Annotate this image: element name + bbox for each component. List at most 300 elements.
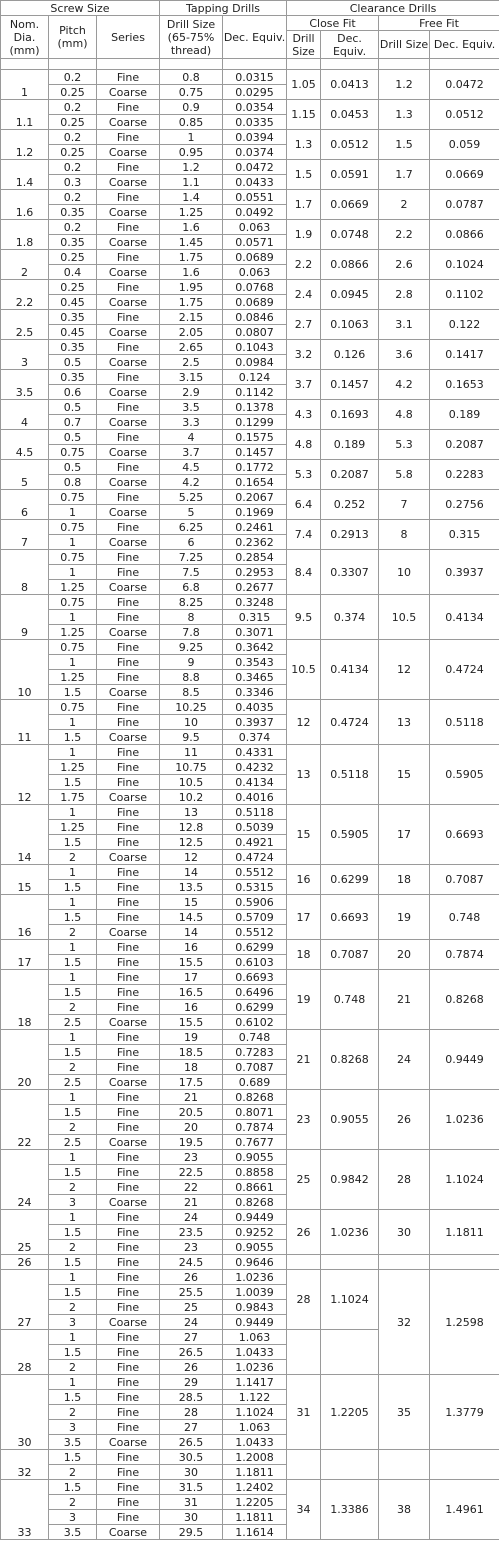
series-cell: Coarse [97,175,160,190]
series-cell: Fine [97,700,160,715]
tap-dec-equiv-cell: 0.374 [223,730,287,745]
series-cell: Fine [97,520,160,535]
tap-drill-size-cell: 15.5 [160,955,223,970]
tap-dec-equiv-cell: 0.1043 [223,340,287,355]
tap-dec-equiv-cell: 0.9449 [223,1315,287,1330]
tap-dec-equiv-cell: 0.6299 [223,940,287,955]
close-dec-equiv-cell: 0.374 [321,595,379,640]
series-cell: Coarse [97,355,160,370]
free-drill-size-cell: 1.7 [379,160,430,190]
nom-dia-cell: 10 [1,640,49,700]
tap-drill-size-cell: 29.5 [160,1525,223,1540]
tap-drill-size-cell: 1.1 [160,175,223,190]
tap-drill-size-cell: 8.8 [160,670,223,685]
pitch-cell: 0.75 [49,640,97,655]
tap-dec-equiv-cell: 0.6102 [223,1015,287,1030]
pitch-cell: 0.35 [49,370,97,385]
series-cell: Fine [97,955,160,970]
table-row [1,1150,499,1165]
series-cell: Coarse [97,1075,160,1090]
pitch-cell: 2 [49,1405,97,1420]
nom-dia-cell: 1.2 [1,130,49,160]
tap-drill-size-cell: 0.75 [160,85,223,100]
table-row [1,220,499,235]
free-drill-size-cell: 5.3 [379,430,430,460]
series-cell: Fine [97,70,160,85]
close-drill-size-cell [287,1450,321,1480]
pitch-cell: 2.5 [49,1135,97,1150]
pitch-cell: 0.2 [49,130,97,145]
nom-dia-cell: 9 [1,595,49,640]
tap-drill-size-cell: 26 [160,1360,223,1375]
table-row [1,1090,499,1105]
series-cell: Fine [97,985,160,1000]
pitch-cell: 1 [49,970,97,985]
series-cell: Coarse [97,790,160,805]
close-dec-equiv-cell: 0.6693 [321,895,379,940]
pitch-cell: 2 [49,1000,97,1015]
tap-drill-size-cell: 10.25 [160,700,223,715]
pitch-cell: 0.5 [49,400,97,415]
series-cell: Coarse [97,1135,160,1150]
tap-dec-equiv-cell: 0.1378 [223,400,287,415]
nom-dia-cell: 4.5 [1,430,49,460]
free-drill-size-cell: 7 [379,490,430,520]
close-drill-size-cell: 1.5 [287,160,321,190]
free-dec-equiv-cell: 1.1811 [430,1210,499,1255]
pitch-cell: 0.5 [49,460,97,475]
tap-drill-size-cell: 26 [160,1270,223,1285]
close-dec-equiv-cell: 0.3307 [321,550,379,595]
series-cell: Coarse [97,625,160,640]
table-row [1,340,499,355]
tap-dec-equiv-cell: 0.2953 [223,565,287,580]
tap-dec-equiv-cell: 0.2362 [223,535,287,550]
table-row [1,280,499,295]
free-dec-equiv-cell: 1.2598 [430,1270,499,1375]
tap-dec-equiv-cell: 0.3465 [223,670,287,685]
nom-dia-cell: 30 [1,1375,49,1450]
free-dec-equiv-cell: 0.315 [430,520,499,550]
tap-dec-equiv-cell: 0.0315 [223,70,287,85]
free-dec-equiv-cell [430,1450,499,1480]
pitch-cell: 1.5 [49,1105,97,1120]
pitch-cell: 1.5 [49,1390,97,1405]
free-drill-size-cell: 26 [379,1090,430,1150]
series-cell: Fine [97,1495,160,1510]
series-cell: Coarse [97,205,160,220]
tap-drill-size-cell: 11 [160,745,223,760]
close-dec-equiv-cell: 1.3386 [321,1480,379,1540]
free-dec-equiv-cell: 0.0669 [430,160,499,190]
close-drill-size-cell: 28 [287,1270,321,1330]
tap-drill-size-cell: 6.8 [160,580,223,595]
pitch-cell: 1.5 [49,910,97,925]
tap-drill-size-cell: 24 [160,1210,223,1225]
pitch-cell: 0.75 [49,700,97,715]
tap-dec-equiv-cell: 0.0807 [223,325,287,340]
tap-drill-size-cell: 28.5 [160,1390,223,1405]
series-header: Series [97,16,160,59]
table-row [1,940,499,955]
tap-drill-size-cell: 0.95 [160,145,223,160]
close-dec-equiv-cell: 0.2913 [321,520,379,550]
series-cell: Coarse [97,445,160,460]
tap-dec-equiv-cell: 0.0768 [223,280,287,295]
tap-dec-equiv-cell: 0.9252 [223,1225,287,1240]
nom-dia-header: Nom. Dia. (mm) [1,16,49,59]
close-dec-equiv-cell: 0.4134 [321,640,379,700]
series-cell: Fine [97,1000,160,1015]
pitch-cell: 1 [49,895,97,910]
close-drill-size-cell: 25 [287,1150,321,1210]
close-dec-equiv-cell: 0.0512 [321,130,379,160]
free-dec-equiv-cell: 0.9449 [430,1030,499,1090]
tap-dec-equiv-header: Dec. Equiv. [223,16,287,59]
table-row [1,595,499,610]
free-drill-size-cell [379,1255,430,1270]
series-cell: Fine [97,1165,160,1180]
close-drill-size-cell: 17 [287,895,321,940]
tap-drill-size-cell: 21 [160,1195,223,1210]
series-cell: Fine [97,1510,160,1525]
pitch-cell: 0.25 [49,145,97,160]
nom-dia-cell: 22 [1,1090,49,1150]
table-row [1,745,499,760]
pitch-cell: 0.35 [49,235,97,250]
tap-dec-equiv-cell: 0.9055 [223,1150,287,1165]
pitch-cell: 1 [49,505,97,520]
nom-dia-cell: 6 [1,490,49,520]
table-row [1,160,499,175]
close-drill-size-cell: 5.3 [287,460,321,490]
close-drill-size-cell: 18 [287,940,321,970]
series-cell: Fine [97,1105,160,1120]
free-drill-size-cell: 20 [379,940,430,970]
table-row [1,250,499,265]
tap-dec-equiv-cell: 0.1299 [223,415,287,430]
table-row [1,865,499,880]
series-cell: Coarse [97,475,160,490]
pitch-cell: 3 [49,1420,97,1435]
table-row [1,70,499,85]
close-drill-size-cell: 8.4 [287,550,321,595]
close-dec-equiv-cell [321,1255,379,1270]
tap-dec-equiv-cell: 1.1024 [223,1405,287,1420]
pitch-cell: 0.75 [49,445,97,460]
close-drill-size-cell [287,1255,321,1270]
series-cell: Fine [97,430,160,445]
free-drill-size-cell: 13 [379,700,430,745]
pitch-cell: 1 [49,565,97,580]
close-drill-size-cell: 3.2 [287,340,321,370]
tap-dec-equiv-cell: 0.8268 [223,1090,287,1105]
free-dec-equiv-cell: 0.4724 [430,640,499,700]
nom-dia-cell: 15 [1,865,49,895]
pitch-cell: 0.45 [49,295,97,310]
nom-dia-cell: 1.1 [1,100,49,130]
free-dec-equiv-cell: 0.1024 [430,250,499,280]
tap-drill-size-cell: 2.5 [160,355,223,370]
series-cell: Fine [97,1150,160,1165]
free-dec-equiv-cell: 0.5905 [430,745,499,805]
close-dec-equiv-cell: 1.2205 [321,1375,379,1450]
pitch-cell: 2 [49,1120,97,1135]
tap-drill-size-cell: 30.5 [160,1450,223,1465]
pitch-cell: 2 [49,1180,97,1195]
series-cell: Fine [97,1405,160,1420]
close-drill-size-cell: 1.05 [287,70,321,100]
tap-dec-equiv-cell: 0.9055 [223,1240,287,1255]
series-cell: Fine [97,595,160,610]
series-cell: Fine [97,1345,160,1360]
close-drill-size-cell: 2.4 [287,280,321,310]
free-drill-size-cell: 10 [379,550,430,595]
tap-drill-size-cell: 13.5 [160,880,223,895]
series-cell: Fine [97,640,160,655]
tap-drill-size-cell: 1.45 [160,235,223,250]
tap-dec-equiv-cell: 0.4921 [223,835,287,850]
close-drill-size-cell: 1.15 [287,100,321,130]
series-cell: Coarse [97,385,160,400]
tap-dec-equiv-cell: 0.3543 [223,655,287,670]
series-cell: Fine [97,490,160,505]
close-drill-size-cell: 4.8 [287,430,321,460]
pitch-cell: 0.25 [49,85,97,100]
tap-drill-size-cell: 9.5 [160,730,223,745]
tap-dec-equiv-cell: 1.0236 [223,1270,287,1285]
close-drill-size-cell: 6.4 [287,490,321,520]
close-drill-size-cell: 21 [287,1030,321,1090]
table-row [1,310,499,325]
tap-drill-size-cell: 22.5 [160,1165,223,1180]
pitch-cell: 1.5 [49,730,97,745]
series-cell: Coarse [97,85,160,100]
close-drill-size-cell: 7.4 [287,520,321,550]
free-dec-equiv-cell: 0.1417 [430,340,499,370]
nom-dia-cell: 26 [1,1255,49,1270]
tap-drill-size-cell: 1.4 [160,190,223,205]
tap-dec-equiv-cell: 0.0374 [223,145,287,160]
pitch-cell: 2.5 [49,1075,97,1090]
free-drill-size-cell: 1.2 [379,70,430,100]
free-dec-equiv-cell: 0.748 [430,895,499,940]
series-cell: Fine [97,745,160,760]
series-cell: Fine [97,565,160,580]
close-dec-equiv-cell: 0.9055 [321,1090,379,1150]
tap-drill-size-cell: 16.5 [160,985,223,1000]
free-dec-equiv-cell: 0.3937 [430,550,499,595]
pitch-cell: 2 [49,1240,97,1255]
pitch-header: Pitch (mm) [49,16,97,59]
close-drill-size-cell: 13 [287,745,321,805]
series-cell: Coarse [97,415,160,430]
free-dec-equiv-cell: 0.2087 [430,430,499,460]
series-cell: Coarse [97,145,160,160]
tap-drill-size-cell: 1.2 [160,160,223,175]
tap-dec-equiv-cell: 0.6103 [223,955,287,970]
close-drill-size-cell: 1.3 [287,130,321,160]
nom-dia-cell: 20 [1,1030,49,1090]
free-drill-size-cell: 38 [379,1480,430,1540]
nom-dia-cell: 28 [1,1330,49,1375]
free-dec-equiv-cell: 0.0866 [430,220,499,250]
series-cell: Fine [97,880,160,895]
nom-dia-cell: 25 [1,1210,49,1255]
pitch-cell: 0.8 [49,475,97,490]
series-cell: Fine [97,340,160,355]
tap-drill-size-cell: 7.25 [160,550,223,565]
tap-drill-size-cell: 23 [160,1240,223,1255]
pitch-cell: 1.25 [49,820,97,835]
nom-dia-cell: 12 [1,745,49,805]
close-drill-size-cell: 9.5 [287,595,321,640]
table-row [1,130,499,145]
series-cell: Coarse [97,505,160,520]
close-drill-size-cell: 10.5 [287,640,321,700]
tap-drill-size-cell: 14.5 [160,910,223,925]
pitch-cell: 1.5 [49,955,97,970]
pitch-cell: 2 [49,850,97,865]
close-dec-equiv-cell: 0.5118 [321,745,379,805]
table-row [1,1210,499,1225]
free-drill-size-header: Drill Size [379,31,430,59]
free-drill-size-cell: 2 [379,190,430,220]
tap-dec-equiv-cell: 0.2677 [223,580,287,595]
free-dec-equiv-cell: 0.0472 [430,70,499,100]
pitch-cell: 1 [49,940,97,955]
free-drill-size-cell: 19 [379,895,430,940]
pitch-cell: 1.5 [49,985,97,1000]
series-cell: Fine [97,1285,160,1300]
series-cell: Fine [97,190,160,205]
tap-drill-size-cell: 19 [160,1030,223,1045]
pitch-cell: 1.5 [49,1480,97,1495]
tap-dec-equiv-cell: 0.7087 [223,1060,287,1075]
tap-dec-equiv-cell: 0.0335 [223,115,287,130]
tap-dec-equiv-cell: 0.9646 [223,1255,287,1270]
series-cell: Coarse [97,265,160,280]
free-drill-size-cell: 2.6 [379,250,430,280]
free-drill-size-cell: 4.8 [379,400,430,430]
free-drill-size-cell: 30 [379,1210,430,1255]
pitch-cell: 1 [49,1330,97,1345]
series-cell: Coarse [97,1315,160,1330]
tap-dec-equiv-cell: 0.1575 [223,430,287,445]
free-drill-size-cell: 15 [379,745,430,805]
tap-dec-equiv-cell: 0.0984 [223,355,287,370]
series-cell: Coarse [97,535,160,550]
pitch-cell: 0.2 [49,160,97,175]
tap-dec-equiv-cell: 0.0354 [223,100,287,115]
series-cell: Coarse [97,325,160,340]
nom-dia-cell: 2 [1,250,49,280]
close-dec-equiv-cell: 0.0866 [321,250,379,280]
close-drill-size-cell: 16 [287,865,321,895]
tap-dec-equiv-cell: 0.8858 [223,1165,287,1180]
tap-dec-equiv-cell: 0.6693 [223,970,287,985]
pitch-cell: 1.5 [49,1255,97,1270]
tap-drill-size-cell: 10.75 [160,760,223,775]
close-drill-size-cell: 15 [287,805,321,865]
close-dec-equiv-cell: 0.0945 [321,280,379,310]
tap-drill-size-cell: 20 [160,1120,223,1135]
tap-drill-size-cell: 18.5 [160,1045,223,1060]
tap-drill-size-cell: 26.5 [160,1345,223,1360]
tap-drill-size-cell: 9 [160,655,223,670]
pitch-cell: 1 [49,1270,97,1285]
series-cell: Fine [97,1045,160,1060]
series-cell: Fine [97,1255,160,1270]
tap-drill-size-cell: 28 [160,1405,223,1420]
close-dec-equiv-cell: 0.8268 [321,1030,379,1090]
close-dec-equiv-cell: 0.126 [321,340,379,370]
free-drill-size-cell: 3.1 [379,310,430,340]
series-cell: Fine [97,1375,160,1390]
free-drill-size-cell: 32 [379,1270,430,1375]
free-dec-equiv-cell: 0.189 [430,400,499,430]
tap-drill-size-cell: 1.25 [160,205,223,220]
tap-drill-size-cell: 22 [160,1180,223,1195]
series-cell: Coarse [97,1015,160,1030]
tap-dec-equiv-cell: 1.0236 [223,1360,287,1375]
series-cell: Coarse [97,115,160,130]
free-dec-equiv-cell: 0.4134 [430,595,499,640]
tap-dec-equiv-cell: 0.4016 [223,790,287,805]
series-cell: Fine [97,1450,160,1465]
tap-drill-size-cell: 15 [160,895,223,910]
series-cell: Fine [97,1120,160,1135]
close-drill-size-cell: 3.7 [287,370,321,400]
tap-dec-equiv-cell: 1.122 [223,1390,287,1405]
tap-dec-equiv-cell: 1.063 [223,1420,287,1435]
tap-drill-size-cell: 8 [160,610,223,625]
tap-dec-equiv-cell: 0.3937 [223,715,287,730]
pitch-cell: 1 [49,1210,97,1225]
tap-dec-equiv-cell: 0.5709 [223,910,287,925]
tap-drill-size-cell: 31 [160,1495,223,1510]
free-drill-size-cell: 10.5 [379,595,430,640]
pitch-cell: 0.3 [49,175,97,190]
series-cell: Fine [97,670,160,685]
tap-dec-equiv-cell: 0.5315 [223,880,287,895]
series-cell: Fine [97,550,160,565]
tap-drill-size-cell: 12 [160,850,223,865]
series-cell: Fine [97,160,160,175]
free-dec-equiv-cell: 0.8268 [430,970,499,1030]
series-cell: Fine [97,1210,160,1225]
series-cell: Fine [97,100,160,115]
table-row [1,970,499,985]
series-cell: Coarse [97,685,160,700]
series-cell: Fine [97,310,160,325]
pitch-cell: 1.5 [49,1045,97,1060]
tap-dec-equiv-cell: 0.5118 [223,805,287,820]
series-cell: Coarse [97,730,160,745]
pitch-cell: 3 [49,1315,97,1330]
pitch-cell: 2 [49,1360,97,1375]
close-dec-equiv-cell: 0.252 [321,490,379,520]
free-dec-equiv-cell: 0.7874 [430,940,499,970]
series-cell: Coarse [97,925,160,940]
series-cell: Coarse [97,1195,160,1210]
pitch-cell: 1.5 [49,1450,97,1465]
series-cell: Fine [97,1180,160,1195]
close-drill-size-cell: 2.2 [287,250,321,280]
table-row [1,490,499,505]
tap-drill-size-cell: 30 [160,1510,223,1525]
tap-drill-size-cell: 2.9 [160,385,223,400]
